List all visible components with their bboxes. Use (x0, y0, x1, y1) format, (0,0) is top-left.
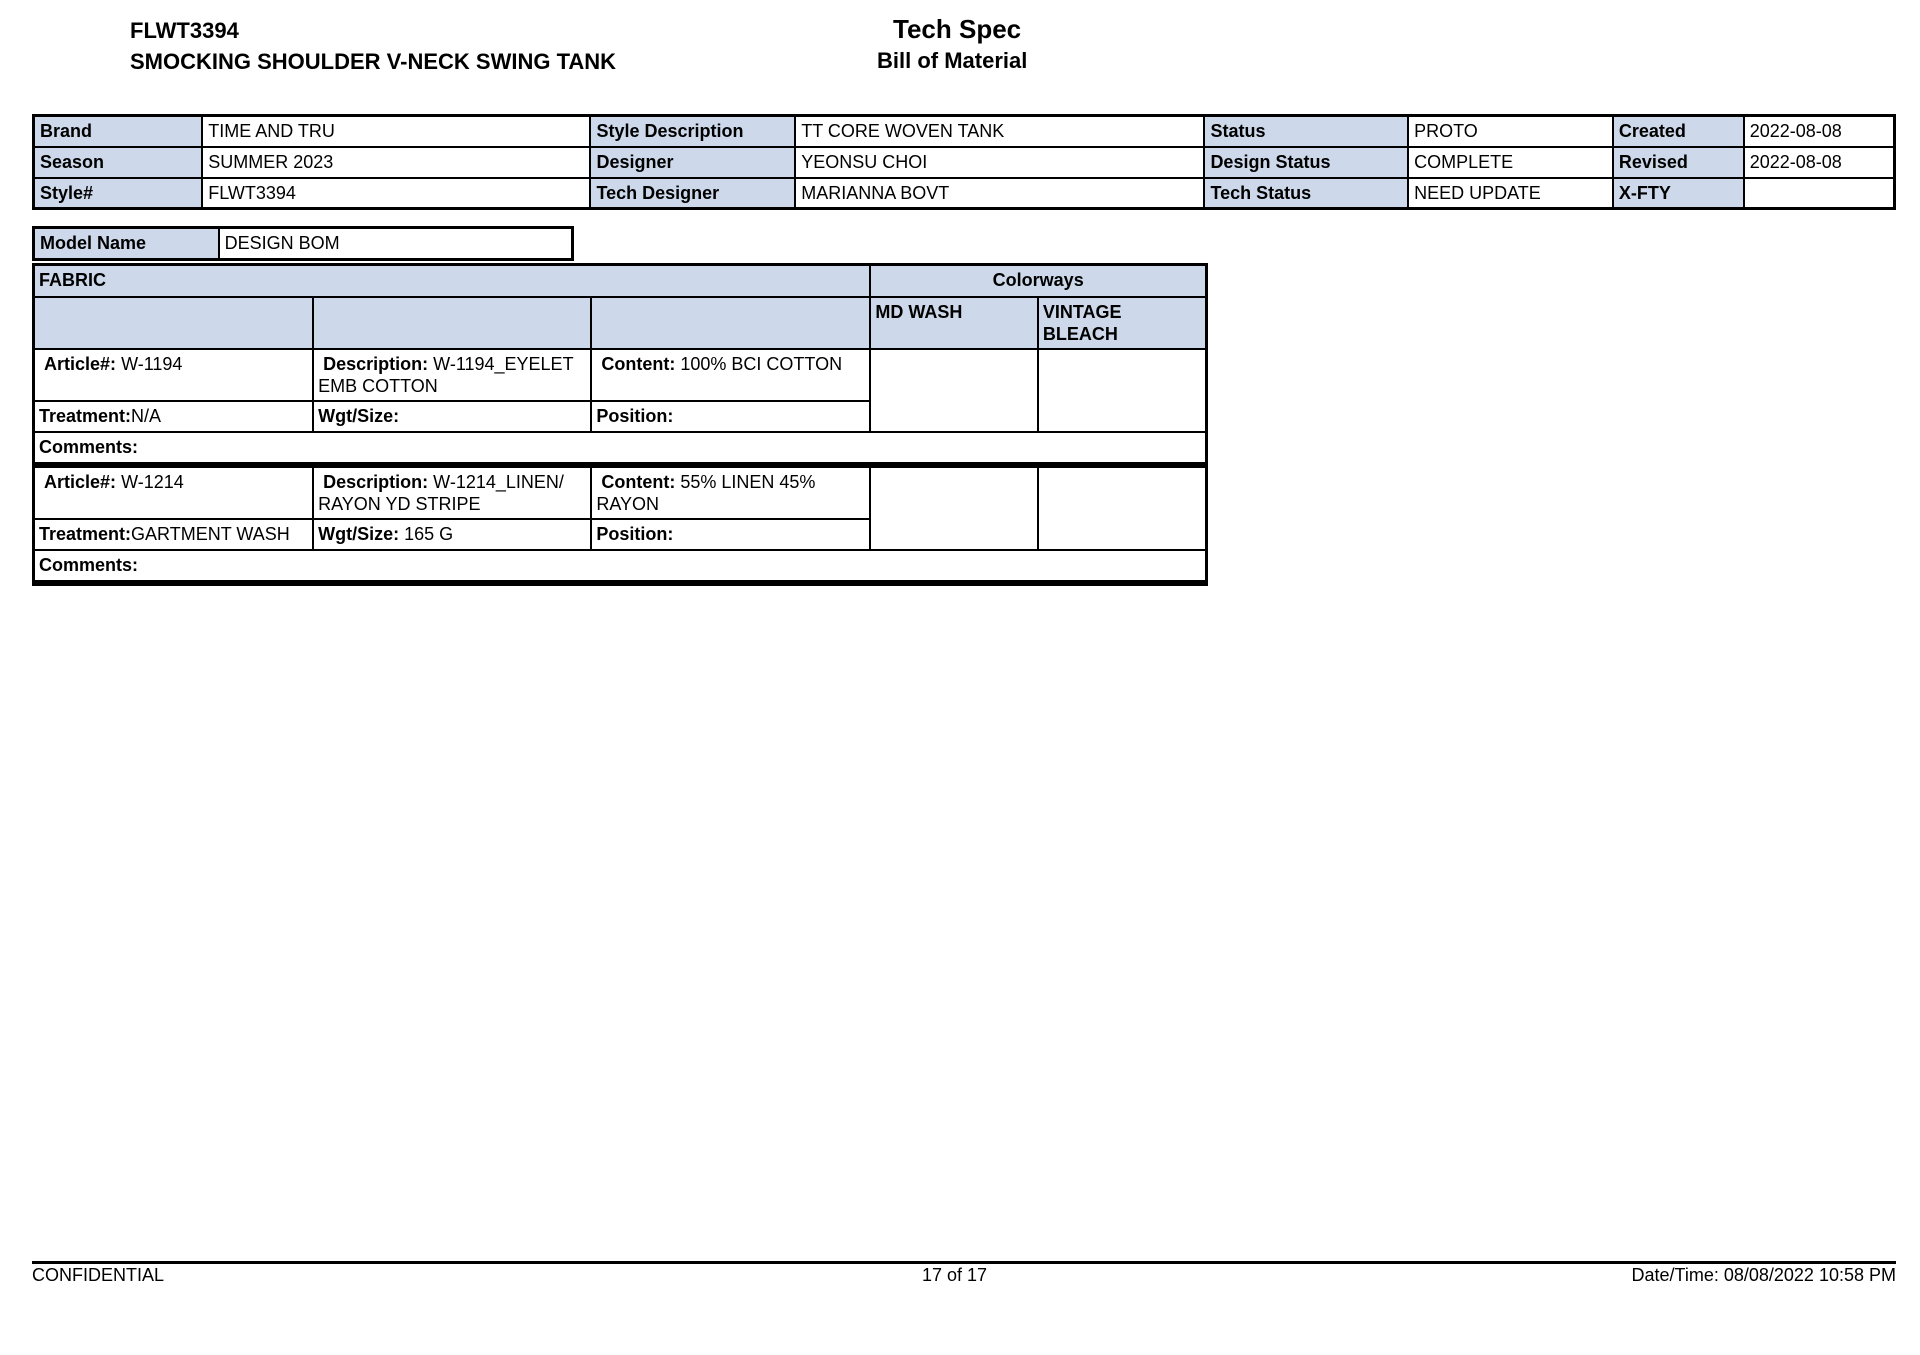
treatment-label: Treatment: (39, 523, 132, 544)
blank-header-cell (591, 297, 870, 349)
wgt-size-cell (313, 401, 591, 432)
description-label: Description: (323, 471, 429, 492)
position-label: Position: (596, 405, 674, 426)
brand-value: TIME AND TRU (202, 116, 590, 147)
style-code: FLWT3394 (130, 18, 239, 43)
colorways-label: Colorways (870, 265, 1206, 297)
status-value: PROTO (1408, 116, 1613, 147)
style-number-value: FLWT3394 (202, 178, 590, 209)
content-cell (591, 465, 870, 519)
revised-value: 2022-08-08 (1744, 147, 1895, 178)
status-label: Status (1204, 116, 1408, 147)
season-value: SUMMER 2023 (202, 147, 590, 178)
doc-title: Tech Spec (893, 14, 1022, 44)
comments-cell (34, 432, 1207, 465)
description-label: Description: (323, 353, 429, 374)
position-cell (591, 519, 870, 550)
design-status-value: COMPLETE (1408, 147, 1613, 178)
treatment-cell (34, 519, 314, 550)
designer-value: YEONSU CHOI (795, 147, 1204, 178)
fabric-section-label: FABRIC (34, 265, 871, 297)
content-value: 100% BCI COTTON (680, 353, 843, 374)
design-status-label: Design Status (1204, 147, 1408, 178)
style-number-label: Style# (34, 178, 203, 209)
blank-header-cell (34, 297, 314, 349)
content-value: 55% LINEN 45% RAYON (596, 471, 816, 514)
created-label: Created (1613, 116, 1744, 147)
wgt-size-label: Wgt/Size: (318, 523, 400, 544)
season-label: Season (34, 147, 203, 178)
description-cell (313, 349, 591, 401)
tech-status-value: NEED UPDATE (1408, 178, 1613, 209)
wgt-size-label: Wgt/Size: (318, 405, 400, 426)
article-label: Article#: (44, 353, 117, 374)
page-number: 17 of 17 (922, 1265, 988, 1285)
style-info-table (32, 114, 1896, 210)
model-name-label: Model Name (34, 228, 219, 260)
revised-label: Revised (1613, 147, 1744, 178)
treatment-label: Treatment: (39, 405, 132, 426)
xfty-value (1744, 178, 1895, 209)
style-name: SMOCKING SHOULDER V-NECK SWING TANK (130, 49, 617, 74)
footer-divider (32, 1261, 1896, 1264)
colorway-cell (1038, 349, 1207, 432)
content-label: Content: (601, 471, 676, 492)
article-cell (34, 465, 314, 519)
comments-label: Comments: (39, 554, 139, 575)
style-description-label: Style Description (590, 116, 795, 147)
model-name-value: DESIGN BOM (219, 228, 573, 260)
tech-designer-label: Tech Designer (590, 178, 795, 209)
article-label: Article#: (44, 471, 117, 492)
blank-header-cell (313, 297, 591, 349)
brand-label: Brand (34, 116, 203, 147)
designer-label: Designer (590, 147, 795, 178)
colorway-header: VINTAGE BLEACH (1038, 297, 1207, 349)
doc-subtitle: Bill of Material (877, 48, 1028, 73)
article-cell (34, 349, 314, 401)
treatment-value: N/A (131, 405, 162, 426)
description-value: W-1214_LINEN/ RAYON YD STRIPE (318, 471, 564, 514)
treatment-value: GARTMENT WASH (131, 523, 290, 544)
content-label: Content: (601, 353, 676, 374)
model-table (32, 226, 574, 261)
description-cell (313, 465, 591, 519)
colorway-cell (1038, 465, 1207, 550)
description-value: W-1194_EYELET EMB COTTON (318, 353, 574, 396)
xfty-label: X-FTY (1613, 178, 1744, 209)
datetime-stamp: Date/Time: 08/08/2022 10:58 PM (1631, 1265, 1896, 1285)
wgt-size-value: 165 G (404, 523, 454, 544)
comments-cell (34, 550, 1207, 583)
colorway-cell (870, 465, 1037, 550)
confidential-label: CONFIDENTIAL (32, 1265, 165, 1285)
created-value: 2022-08-08 (1744, 116, 1895, 147)
content-cell (591, 349, 870, 401)
tech-designer-value: MARIANNA BOVT (795, 178, 1204, 209)
treatment-cell (34, 401, 314, 432)
colorway-cell (870, 349, 1037, 432)
wgt-size-cell (313, 519, 591, 550)
article-value: W-1214 (121, 471, 184, 492)
fabric-bom-table (32, 263, 1208, 586)
position-label: Position: (596, 523, 674, 544)
article-value: W-1194 (121, 353, 183, 374)
tech-status-label: Tech Status (1204, 178, 1408, 209)
position-cell (591, 401, 870, 432)
style-description-value: TT CORE WOVEN TANK (795, 116, 1204, 147)
colorway-header: MD WASH (870, 297, 1037, 349)
comments-label: Comments: (39, 436, 139, 457)
